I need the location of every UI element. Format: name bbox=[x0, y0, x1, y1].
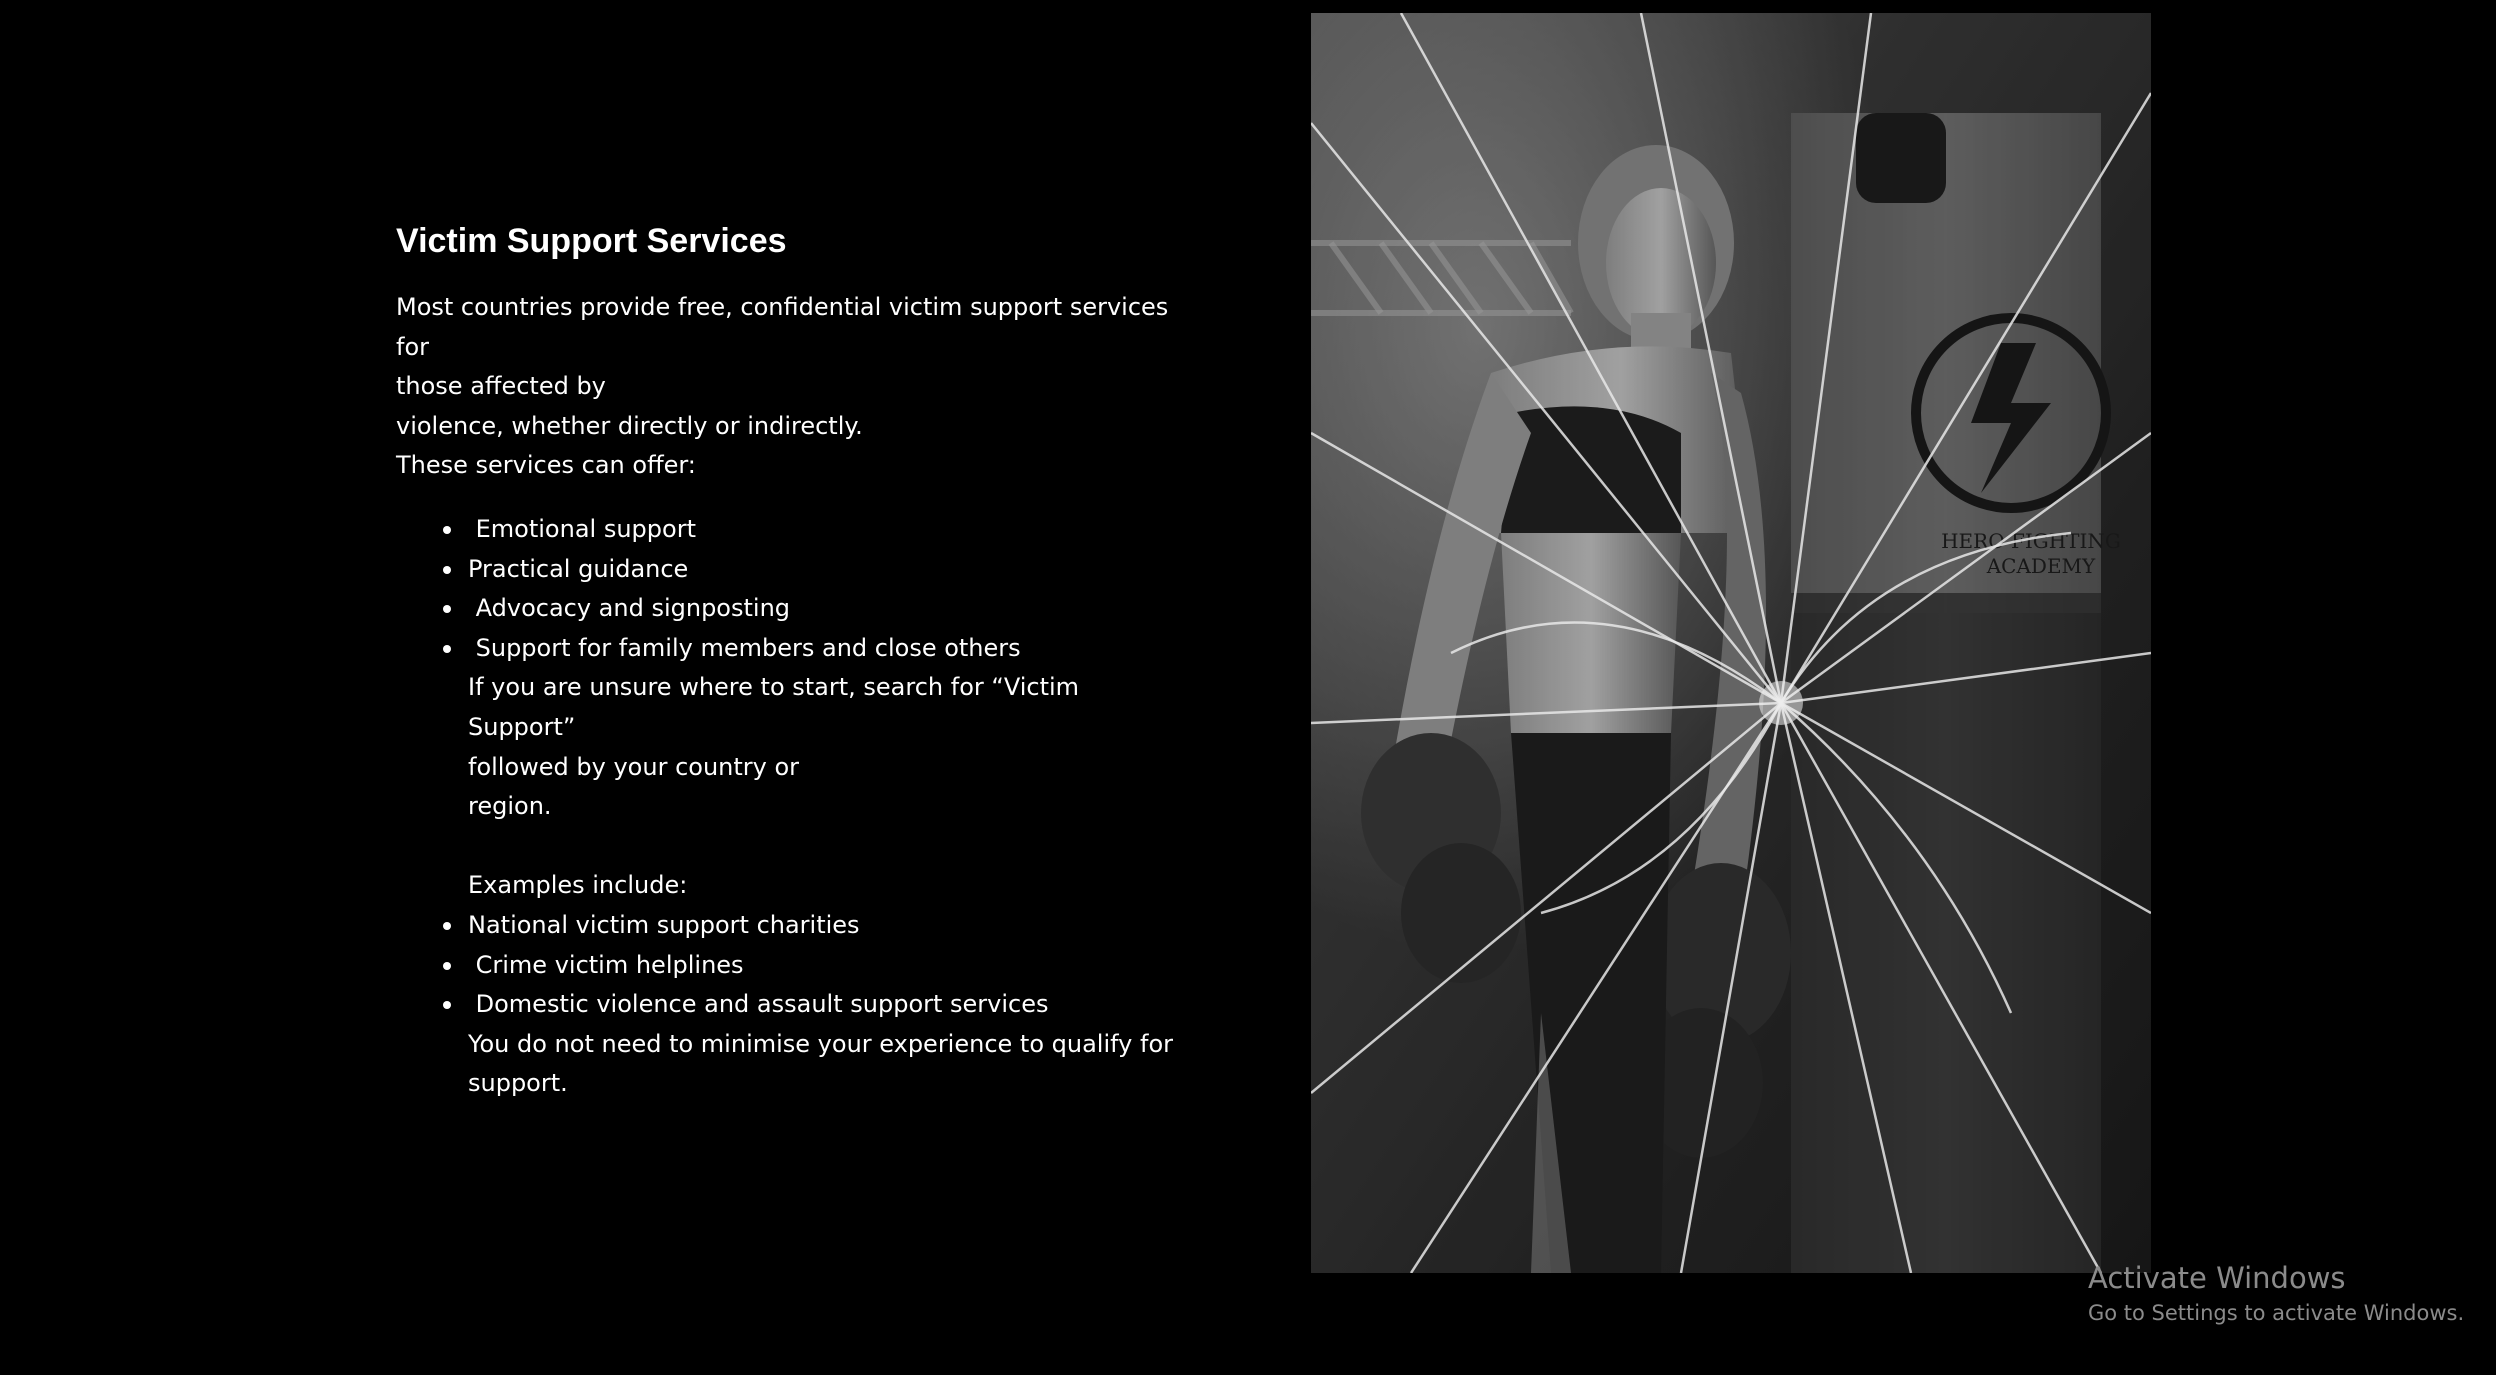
intro-line: Most countries provide free, confidential victim support services for bbox=[396, 293, 1169, 361]
examples-label: Examples include: bbox=[468, 871, 688, 900]
list-item-text: Domestic violence and assault support services bbox=[468, 990, 1049, 1019]
intro-line: those affected by bbox=[396, 372, 606, 401]
list-item-text: Crime victim helplines bbox=[468, 950, 744, 979]
closing-line: You do not need to minimise your experience to qualify for bbox=[468, 1029, 1173, 1058]
svg-text:HERO FIGHTING: HERO FIGHTING bbox=[1941, 529, 2121, 553]
list-item-text: Emotional support bbox=[468, 514, 696, 543]
bullet-icon bbox=[443, 645, 451, 653]
list-item bbox=[468, 510, 1186, 550]
intro-line: violence, whether directly or indirectly. bbox=[396, 411, 863, 440]
list-item bbox=[468, 946, 1186, 986]
list-item bbox=[468, 589, 1186, 629]
bullet-icon bbox=[443, 922, 451, 930]
victim-support-section bbox=[396, 218, 1186, 1104]
examples-list bbox=[396, 906, 1186, 1025]
list-item-text: National victim support charities bbox=[468, 910, 860, 939]
bullet-icon bbox=[443, 526, 451, 534]
svg-text:ACADEMY: ACADEMY bbox=[1986, 554, 2096, 578]
unsure-paragraph bbox=[396, 668, 1186, 906]
list-item-text: Practical guidance bbox=[468, 554, 689, 583]
bullet-icon bbox=[443, 605, 451, 613]
impact-point bbox=[1759, 681, 1803, 725]
spacer bbox=[468, 827, 1186, 867]
list-item bbox=[468, 629, 1186, 669]
offer-list bbox=[396, 510, 1186, 668]
list-item bbox=[468, 985, 1186, 1025]
closing-paragraph bbox=[396, 1025, 1186, 1104]
bullet-icon bbox=[443, 566, 451, 574]
list-item-text: Support for family members and close others bbox=[468, 633, 1021, 662]
boxer-cracked-glass-photo bbox=[1311, 13, 2151, 1273]
activate-windows-watermark bbox=[2088, 1258, 2464, 1328]
bullet-icon bbox=[443, 1001, 451, 1009]
list-item bbox=[468, 550, 1186, 590]
watermark-title: Activate Windows bbox=[2088, 1261, 2346, 1295]
intro-line: These services can offer: bbox=[396, 451, 696, 480]
list-item bbox=[468, 906, 1186, 946]
closing-line: support. bbox=[468, 1069, 568, 1098]
section-title: Victim Support Services bbox=[396, 222, 787, 260]
bullet-icon bbox=[443, 962, 451, 970]
unsure-line: If you are unsure where to start, search for “Victim Support” bbox=[468, 673, 1080, 741]
intro-paragraph bbox=[396, 288, 1186, 486]
unsure-line: followed by your country or bbox=[468, 752, 800, 781]
unsure-line: region. bbox=[468, 792, 552, 821]
list-item-text: Advocacy and signposting bbox=[468, 594, 791, 623]
watermark-subtitle: Go to Settings to activate Windows. bbox=[2088, 1301, 2465, 1325]
